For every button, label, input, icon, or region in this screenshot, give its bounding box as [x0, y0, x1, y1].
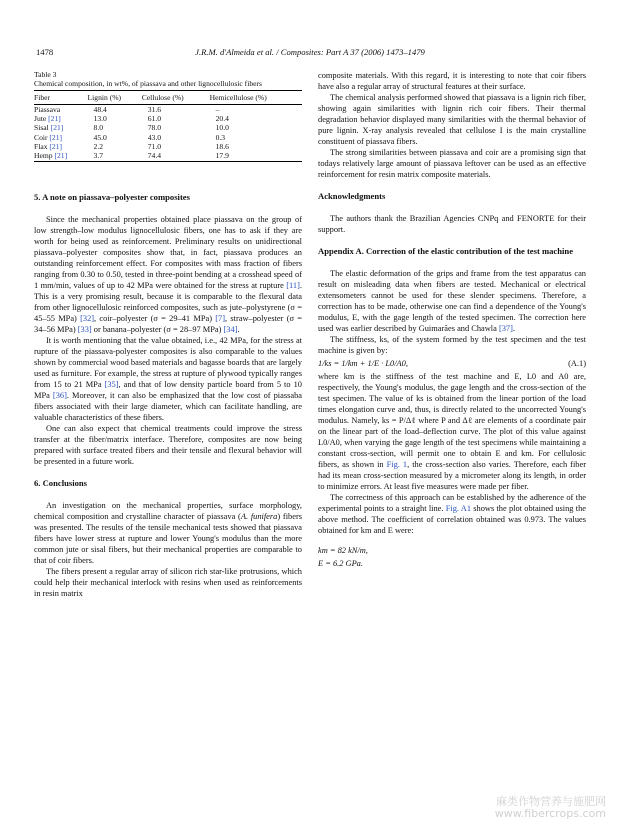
conclusion-chemical: The chemical analysis performed showed that piassava is a lignin rich fiber, showing again similarities with lignin rich coir fibers. Their thermal degradation behavior displayed many similarities with the thermal behavior of pure lignin. X-ray analysis revealed that cellulose I is the main crystalline constituent of piassava fibers. — [318, 93, 586, 146]
appendix-title: Appendix A. Correction of the elastic contribution of the test machine — [318, 246, 574, 256]
citation-link[interactable]: [11] — [286, 281, 300, 291]
table-row — [34, 123, 302, 132]
section-6-title: 6. Conclusions — [34, 478, 88, 489]
hemicellulose-value: 0.3 — [215, 132, 226, 142]
citation-link[interactable]: [21] — [49, 141, 63, 151]
lignin-value: 45.0 — [93, 132, 107, 142]
table-row — [34, 133, 302, 142]
appendix-paragraph-3: where km is the stiffness of the test machine and E, L0 and A0 are, respectively, the Young's modulus, the gage length and the cross-section of the test specimen. The value of ks is obtained from the linear portion of the load times elongation curve and, thus, is directly related to the uncorrected Young's modulus. Namely, ks = P/Δℓ where P and Δℓ are elements of a coordinate pair on the linear part of the load–deflection curve. The plot of this value against L0/A0, when varying the gage length of the test specimens while maintaining a constant cross-section, will permit one to obtain E and km. For cellulosic fibers, as shown in Fig. 1, the cross-section also varies. Therefore, each fiber had its mean cross-section measured by a micrometer along its length, in order to minimize errors. At least five measures were made per fiber. — [318, 372, 586, 491]
watermark-line-2: www.fibercrops.com — [494, 807, 606, 820]
citation-link[interactable]: [21] — [50, 123, 64, 133]
appendix-paragraph-1: The elastic deformation of the grips and frame from the test apparatus can result on misleading data when fibers are tested. Mechanical or electrical extensometers cannot be used for these slender specimens. Therefore, a correction has to be made, otherwise one can find a dependence of the Young's modulus, E, with the gage length of the tested specimen. The correction here used was earlier described by Guimarães and Chawla [37]. — [318, 269, 586, 333]
watermark-line-1: 麻类作物营养与施肥网 — [496, 795, 606, 808]
citation-link[interactable]: [36] — [52, 391, 67, 401]
cellulose-value: 71.0 — [147, 141, 162, 151]
journal-title: J.R.M. d'Almeida et al. / Composites: Part A 37 (2006) 1473–1479 — [195, 47, 425, 57]
page-number: 1478 — [36, 47, 54, 57]
cellulose-value: 74.4 — [142, 151, 210, 162]
citation-link[interactable]: [21] — [54, 151, 68, 161]
site-watermark — [495, 796, 606, 820]
left-column — [34, 70, 302, 599]
col-lignin: Lignin (%) — [88, 91, 142, 105]
figure-link[interactable]: Fig. 1 — [386, 460, 408, 469]
acknowledgments-text: The authors thank the Brazilian Agencies CNPq and FENORTE for their support. — [318, 214, 586, 234]
section-6-paragraph-2: The fibers present a regular array of silicon rich star-like protrusions, which could help their mechanical interlock with resins when used as reinforcements in resin matrix — [34, 567, 302, 599]
col-hemicellulose: Hemicellulose (%) — [210, 91, 302, 105]
citation-link[interactable]: [21] — [49, 132, 63, 142]
fiber-name: Coir [21] — [34, 132, 63, 142]
fiber-name: Flax [21] — [34, 141, 63, 151]
result-km: km = 82 kN/m, — [318, 546, 368, 555]
table-row — [34, 151, 302, 162]
fiber-name: Jute [21] — [34, 114, 61, 124]
hemicellulose-value: 10.0 — [215, 123, 229, 133]
acknowledgments-title: Acknowledgments — [318, 191, 386, 201]
citation-link[interactable]: [34] — [223, 325, 238, 335]
lignin-value: 2.2 — [93, 141, 104, 151]
section-5-title: 5. A note on piassava–polyester composites — [34, 192, 190, 203]
citation-link[interactable]: [21] — [48, 114, 61, 124]
fiber-name: Piassava — [34, 105, 61, 114]
running-header — [36, 47, 584, 59]
composition-table — [34, 90, 302, 162]
table-label: Table 3 — [34, 70, 57, 79]
hemicellulose-value: 17.9 — [210, 151, 302, 162]
lignin-value: 8.0 — [93, 123, 104, 133]
equation-body: 1/ks = 1/km + 1/E · L0/A0, — [318, 359, 408, 368]
hemicellulose-value: 18.6 — [215, 141, 229, 151]
table-caption: Chemical composition, in wt%, of piassava and other lignocellulosic fibers — [34, 79, 262, 88]
table-row — [34, 105, 302, 115]
equation-number: (A.1) — [568, 359, 586, 368]
cellulose-value: 61.0 — [147, 114, 162, 124]
section-6-paragraph-1: An investigation on the mechanical properties, surface morphology, chemical composition and crystalline character of piassava (A. funifera) fibers was presented. The results of the tensile mechanical tests showed that piassava fibers have lower stress at rupture and lower Young's modulus than the more common jute or sisal fibers, but their mechanical properties are comparable to that of coir fibers. — [34, 501, 302, 566]
appendix-paragraph-4: The correctness of this approach can be established by the adherence of the experimental points to a straight line. Fig. A1 shows the plot obtained using the above method. The coefficient of correlation obtained was 0.973. The values obtained for km and E were: — [318, 493, 586, 535]
figure-link[interactable]: Fig. A1 — [445, 504, 472, 513]
lignin-value: 13.0 — [93, 114, 107, 124]
cellulose-value: 78.0 — [147, 123, 162, 133]
citation-link[interactable]: [32] — [80, 314, 95, 324]
equation-a1 — [318, 358, 586, 369]
cellulose-value: 43.0 — [147, 132, 162, 142]
right-column — [318, 70, 586, 570]
cellulose-value: 31.6 — [147, 105, 162, 114]
hemicellulose-value: – — [215, 105, 220, 114]
table-row — [34, 142, 302, 151]
section-5-paragraph-2: It is worth mentioning that the value obtained, i.e., 42 MPa, for the stress at rupture of the piassava-polyester composites is also comparable to the values shown by commercial wood based materials and bagasse boards that are largely used as furniture. For example, the stress at rupture of plywood typically ranges from 15 to 21 MPa [35], and that of low density particle board from 5 to 10 MPa [36]. Moreover, it can also be emphasized that the low cost of piassaba fibers associated with their large diameter, which can facilitate handling, are valuable characteristics of these fibers. — [34, 336, 302, 423]
hemicellulose-value: 20.4 — [215, 114, 229, 124]
citation-link[interactable]: [33] — [77, 325, 92, 335]
col-fiber: Fiber — [34, 91, 88, 105]
citation-link[interactable]: [37] — [498, 324, 513, 333]
col-cellulose: Cellulose (%) — [142, 91, 210, 105]
table-row — [34, 114, 302, 123]
citation-link[interactable]: [7] — [215, 314, 226, 324]
appendix-paragraph-2: The stiffness, ks, of the system formed by the test specimen and the test machine is given by: — [318, 335, 586, 355]
lignin-value: 3.7 — [88, 151, 142, 162]
fiber-name: Sisal [21] — [34, 123, 64, 133]
result-E: E = 6.2 GPa. — [318, 559, 363, 568]
citation-link[interactable]: [35] — [104, 380, 119, 390]
conclusion-similarities: The strong similarities between piassava and coir are a promising sign that todays relatively large amount of piassava leftover can be used as an effective reinforcement for resin matrix composite materials. — [318, 148, 586, 179]
fiber-name: Hemp [21] — [34, 151, 88, 162]
conclusion-continued: composite materials. With this regard, it is interesting to note that coir fibers have also a regular array of structural features at their surface. — [318, 71, 586, 91]
section-5-paragraph-1: Since the mechanical properties obtained place piassava on the group of low strength–low modulus lignocellulosic fibers, one has to ask if they are worth for being used as reinforcement. Preliminary results on unidirectional piassava–polyester composites show that, in fact, piassava produces an outstanding reinforcement effect. For composites with mass fraction of fibers ranging from 0.30 to 0.50, tested in three-point bending at a crosshead speed of 1 mm/min, values of up to 42 MPa were obtained for the stress at rupture [11]. This is a very promising result, because it is comparable to the flexural data from other lignocellulosic reinforced composites, such as jute–polystyrene (σ = 45–55 MPa) [32], coir–polyester (σ = 29–41 MPa) [7], straw–polyester (σ = 34–56 MPa) [33] or banana–polyester (σ = 28–97 MPa) [34]. — [34, 215, 302, 335]
table-header-row — [34, 91, 302, 105]
lignin-value: 48.4 — [93, 105, 107, 114]
section-5-paragraph-3: One can also expect that chemical treatments could improve the stress transfer at the fiber/matrix interface. Therefore, composites are now being prepared with surface treated fibers and their tensile and flexural behavior will be presented in a future work. — [34, 424, 302, 467]
